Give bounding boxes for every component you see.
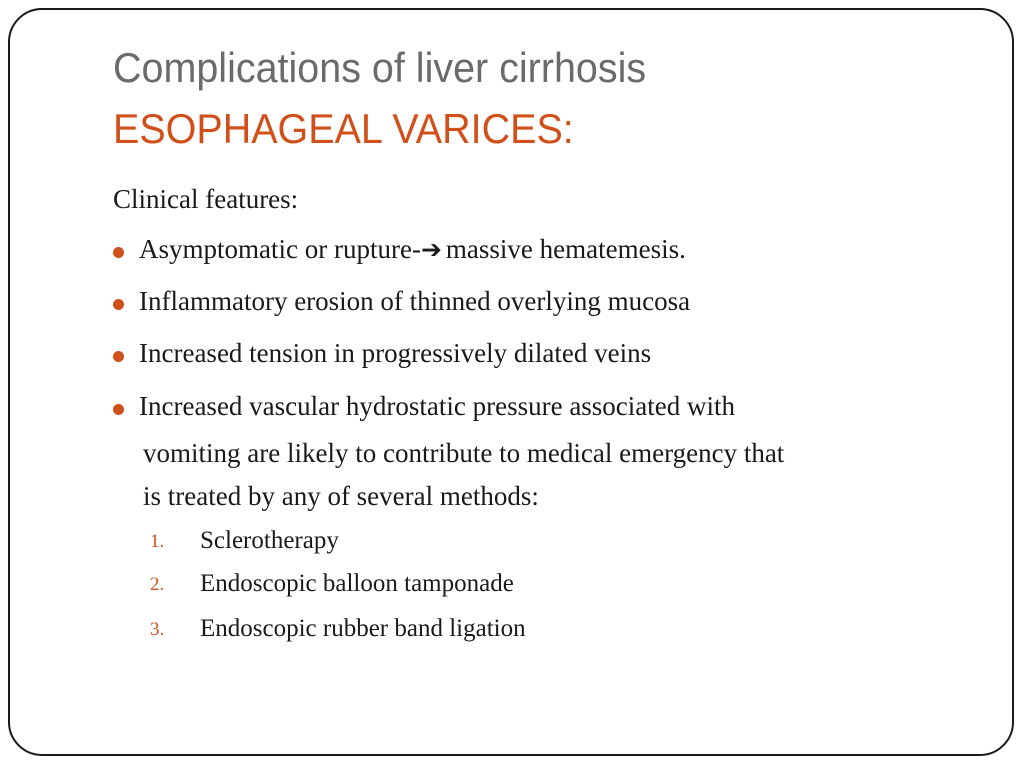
bullet-1-text-before: Asymptomatic or rupture- (139, 234, 421, 264)
bullet-2-text: Inflammatory erosion of thinned overlying mucosa (139, 286, 691, 316)
bullet-4-line-3: is treated by any of several methods: (143, 481, 539, 511)
bullet-dot-icon (113, 351, 124, 362)
method-text: Endoscopic balloon tamponade (200, 570, 514, 597)
bullet-3-text: Increased tension in progressively dilated veins (139, 338, 652, 368)
bullet-4-line-2: vomiting are likely to contribute to medical emergency that (143, 438, 785, 468)
right-arrow-icon: ➔ (420, 235, 442, 264)
method-number: 1. (150, 531, 165, 552)
method-number: 3. (150, 619, 165, 640)
method-number: 2. (150, 574, 165, 595)
bullet-1-text-after: massive hematemesis. (445, 234, 686, 264)
slide-title: Complications of liver cirrhosis (113, 44, 647, 91)
bullet-dot-icon (113, 404, 124, 415)
bullet-dot-icon (113, 247, 124, 258)
bullet-4-line-1: Increased vascular hydrostatic pressure associated with (139, 391, 736, 421)
slide-subtitle-heading: ESOPHAGEAL VARICES: (113, 105, 574, 152)
section-label: Clinical features: (113, 184, 299, 214)
bullet-dot-icon (113, 299, 124, 310)
method-text: Sclerotherapy (200, 527, 339, 554)
method-text: Endoscopic rubber band ligation (200, 615, 526, 642)
